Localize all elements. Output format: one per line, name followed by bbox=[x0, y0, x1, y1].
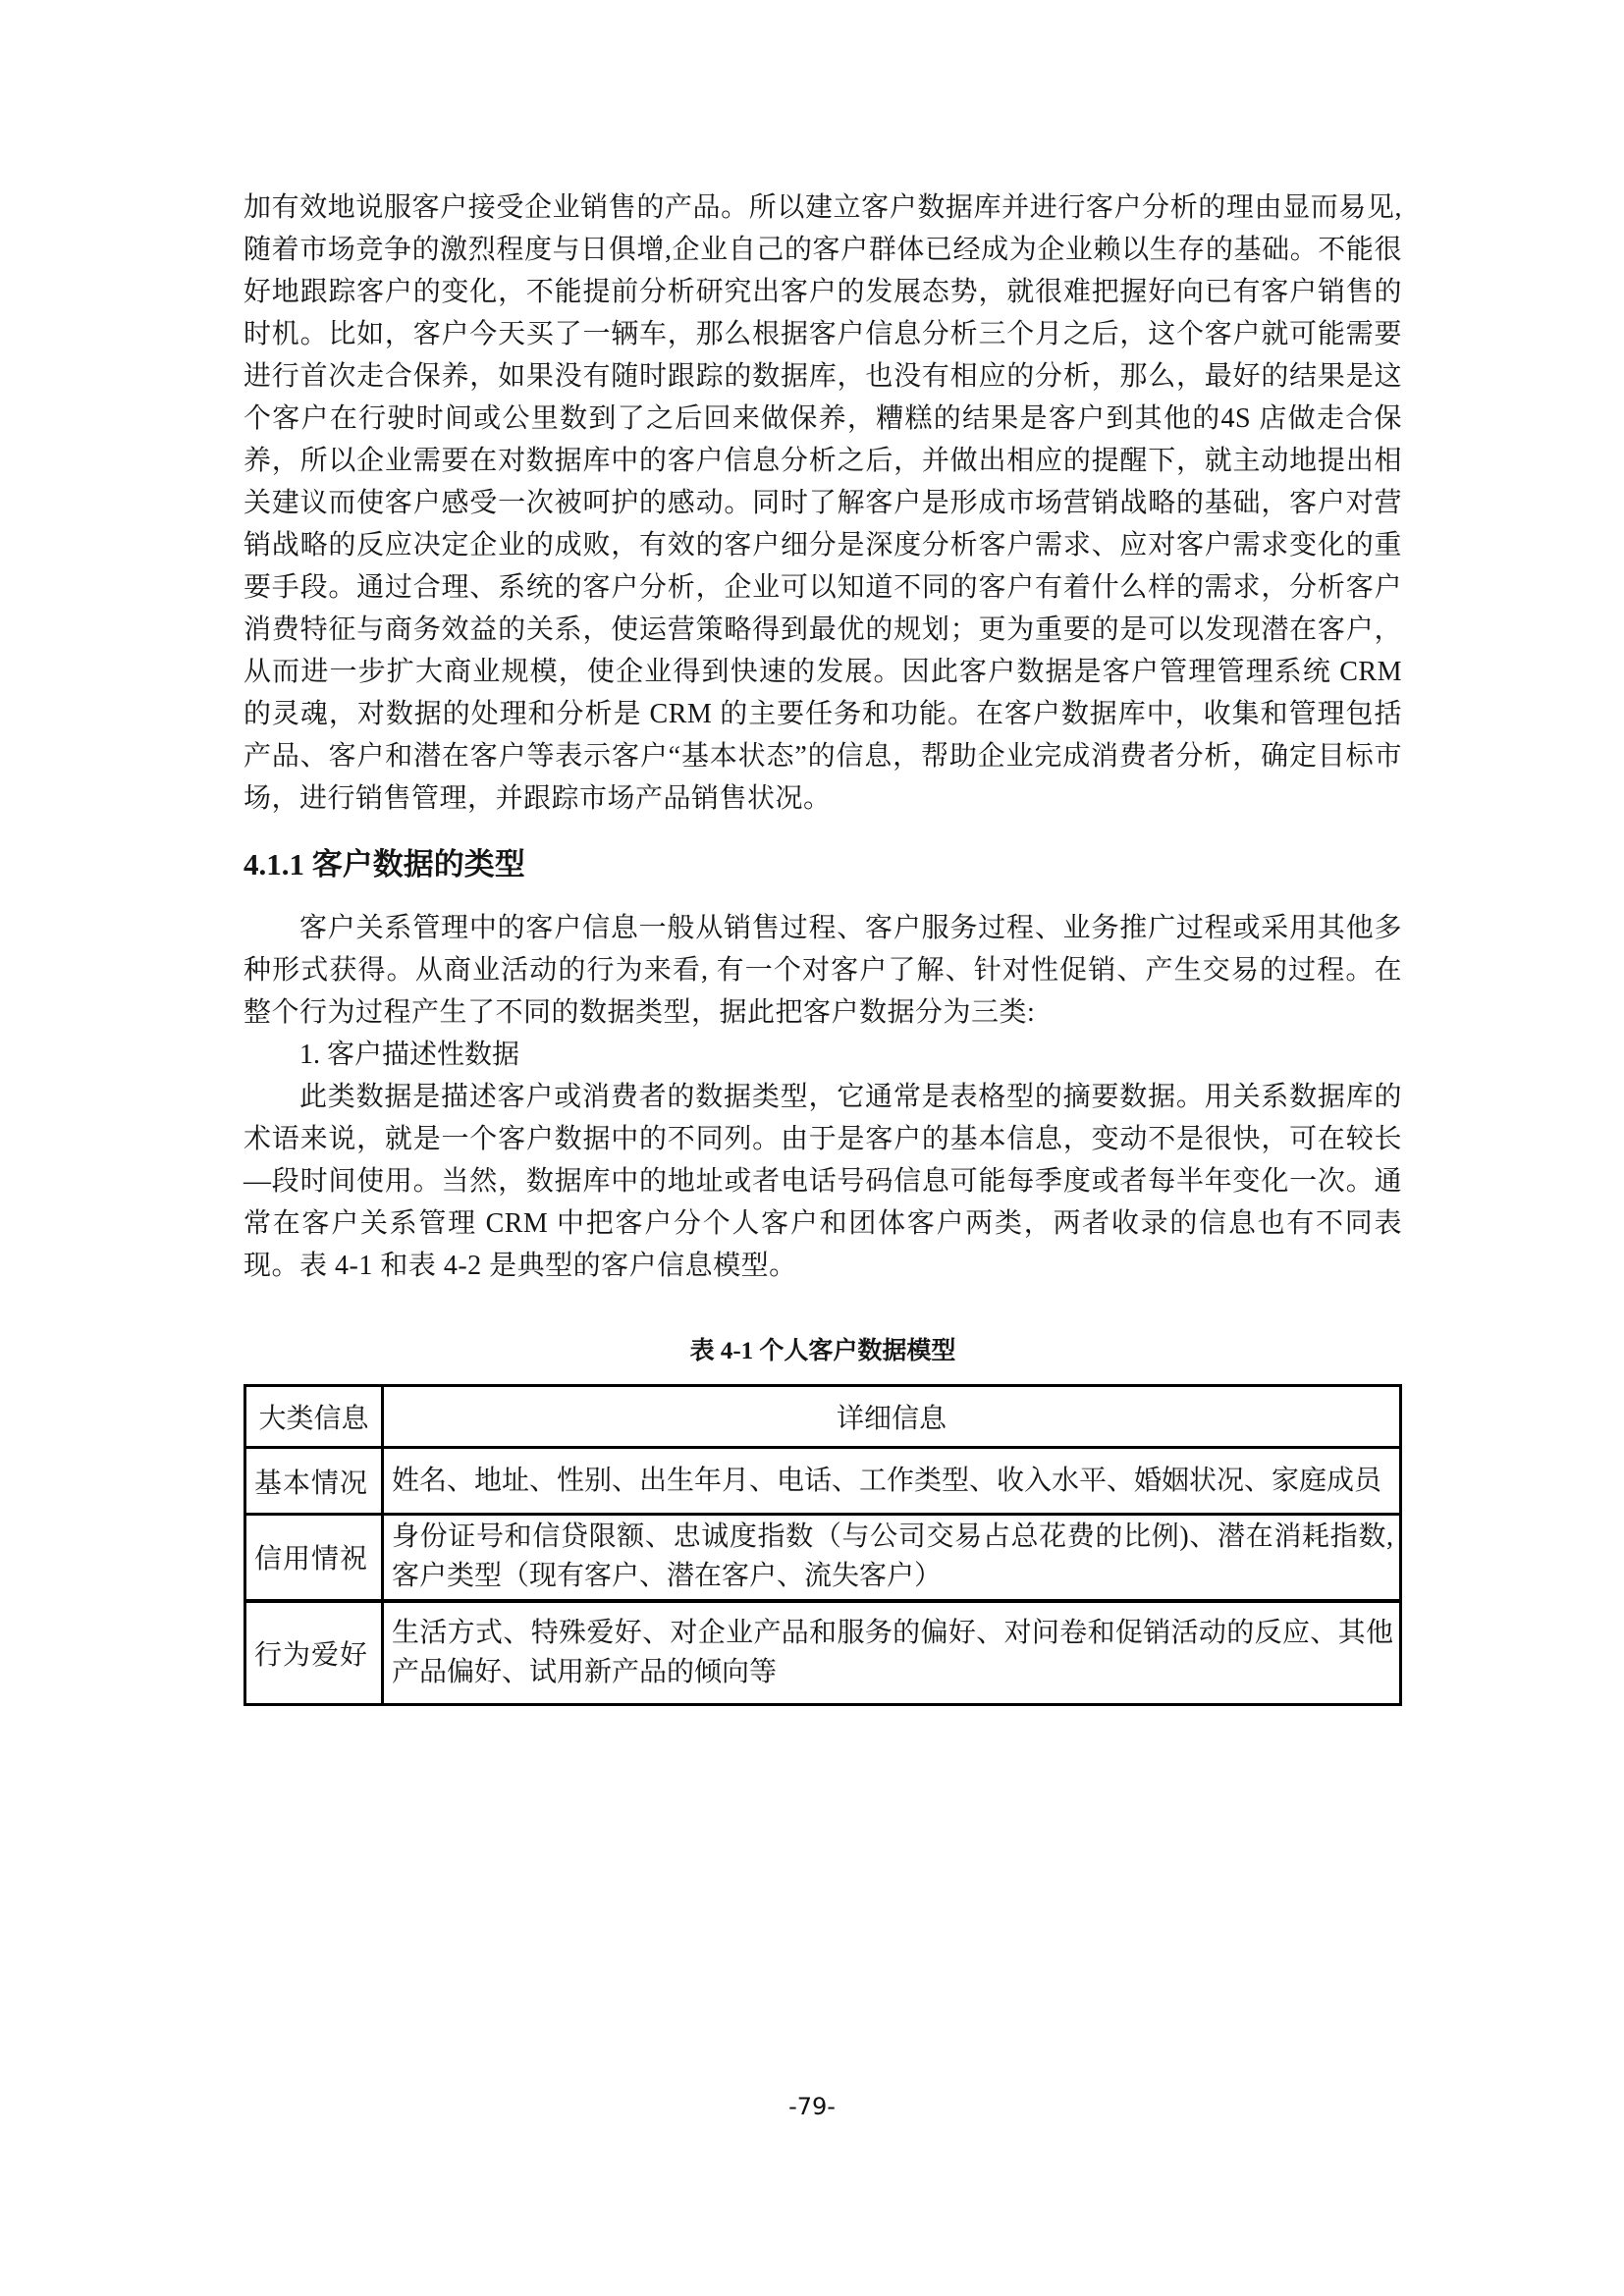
table-row-basic bbox=[245, 1448, 1401, 1515]
body-paragraph-3: 此类数据是描述客户或消费者的数据类型，它通常是表格型的摘要数据。用关系数据库的术语来说，就是一个客户数据中的不同列。由于是客户的基本信息，变动不是很快，可在较长—段时间使用。当然，数据库中的地址或者电话号码信息可能每季度或者每半年变化一次。通常在客户关系管理 CRM 中把客户分个人客户和团体客户两类，两者收录的信息也有不同表现。表 4-1 和表 4-2 是典型的客户信息模型。 bbox=[244, 1082, 1402, 1281]
section-heading: 4.1.1 客户数据的类型 bbox=[244, 847, 525, 881]
customer-data-table bbox=[244, 1384, 1402, 1706]
table-caption: 表 4-1 个人客户数据模型 bbox=[689, 1338, 956, 1364]
header-cell-details: 详细信息 bbox=[383, 1386, 1401, 1448]
category-cell: 基本情况 bbox=[245, 1448, 383, 1515]
category-cell: 行为爱好 bbox=[245, 1601, 383, 1705]
list-item-1: 1. 客户描述性数据 bbox=[299, 1040, 520, 1070]
content-area bbox=[244, 187, 1402, 1706]
table-row-credit bbox=[245, 1515, 1401, 1601]
details-cell: 身份证号和信贷限额、忠诚度指数（与公司交易占总花费的比例)、潜在消耗指数,客户类型（现有客户、潜在客户、流失客户） bbox=[383, 1515, 1401, 1601]
page-number: -79- bbox=[788, 2093, 836, 2120]
details-cell: 姓名、地址、性别、出生年月、电话、工作类型、收入水平、婚姻状况、家庭成员 bbox=[383, 1448, 1401, 1515]
category-cell: 信用情祝 bbox=[245, 1515, 383, 1601]
table-header-row bbox=[245, 1386, 1401, 1448]
body-paragraph-2: 客户关系管理中的客户信息一般从销售过程、客户服务过程、业务推广过程或采用其他多种形式获得。从商业活动的行为来看, 有一个对客户了解、针对性促销、产生交易的过程。在整个行为过程产生了不同的数据类型，据此把客户数据分为三类: bbox=[244, 913, 1402, 1028]
body-paragraph-1: 加有效地说服客户接受企业销售的产品。所以建立客户数据库并进行客户分析的理由显而易见,随着市场竞争的激烈程度与日俱增,企业自己的客户群体已经成为企业赖以生存的基础。不能很好地跟踪客户的变化，不能提前分析研究出客户的发展态势，就很难把握好向已有客户销售的时机。比如，客户今天买了一辆车，那么根据客户信息分析三个月之后，这个客户就可能需要进行首次走合保养，如果没有随时跟踪的数据库，也没有相应的分析，那么，最好的结果是这个客户在行驶时间或公里数到了之后回来做保养，糟糕的结果是客户到其他的4S 店做走合保养，所以企业需要在对数据库中的客户信息分析之后，并做出相应的提醒下，就主动地提出相关建议而使客户感受一次被呵护的感动。同时了解客户是形成市场营销战略的基础，客户对营销战略的反应决定企业的成败，有效的客户细分是深度分析客户需求、应对客户需求变化的重要手段。通过合理、系统的客户分析，企业可以知道不同的客户有着什么样的需求，分析客户消费特征与商务效益的关系，使运营策略得到最优的规划；更为重要的是可以发现潜在客户，从而进一步扩大商业规模，使企业得到快速的发展。因此客户数据是客户管理管理系统 CRM 的灵魂，对数据的处理和分析是 CRM 的主要任务和功能。在客户数据库中，收集和管理包括产品、客户和潜在客户等表示客户“基本状态”的信息，帮助企业完成消费者分析，确定目标市场，进行销售管理，并跟踪市场产品销售状况。 bbox=[244, 192, 1402, 814]
header-cell-category: 大类信息 bbox=[245, 1386, 383, 1448]
details-cell: 生活方式、特殊爱好、对企业产品和服务的偏好、对问卷和促销活动的反应、其他产品偏好、试用新产品的倾向等 bbox=[383, 1601, 1401, 1705]
table-row-behavior bbox=[245, 1601, 1401, 1705]
